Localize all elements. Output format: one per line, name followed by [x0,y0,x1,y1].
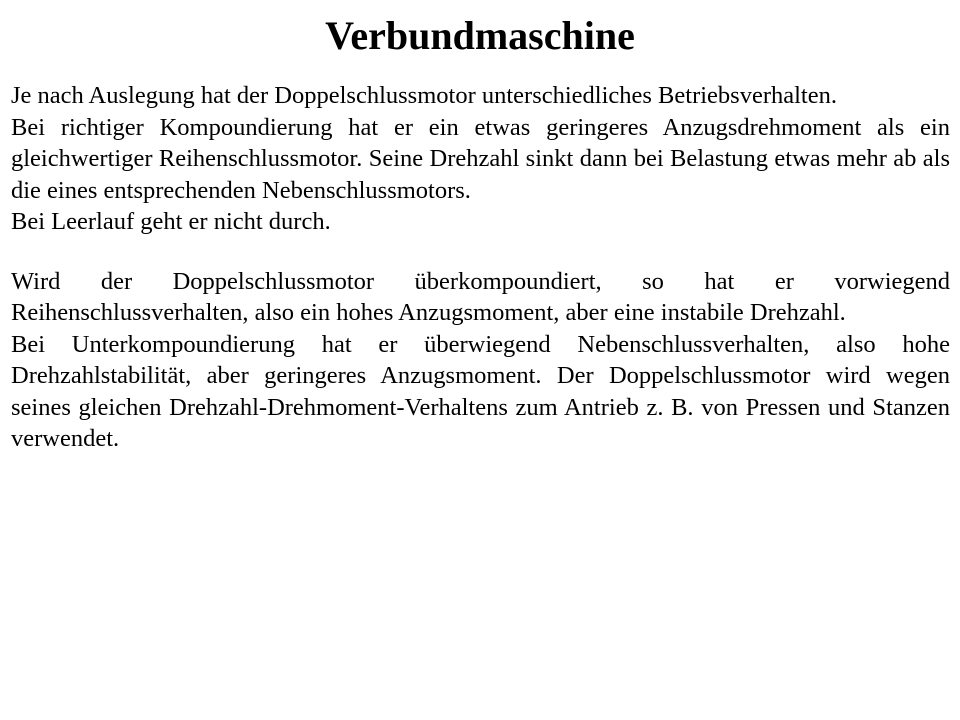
slide-title: Verbundmaschine [325,13,635,58]
paragraph-unterkompoundierung: Bei Unterkompoundierung hat er überwiegend Nebenschlussverhalten, also hohe Drehzahlstabilität, aber geringeres Anzugsmoment. Der Doppelschlussmotor wird wegen seines gleichen Drehzahl-Drehmoment-Verhaltens zum Antrieb z. B. von Pressen und Stanzen verwendet. [11,330,950,452]
slide-body [11,80,950,455]
paragraph-kompoundierung: Bei richtiger Kompoundierung hat er ein etwas geringeres Anzugsdrehmoment als ein gleichwertiger Reihenschlussmotor. Seine Drehzahl sinkt dann bei Belastung etwas mehr ab als die eines entsprechenden Nebenschlussmotors. [11,113,950,204]
paragraph-ueberkompoundiert: Wird der Doppelschlussmotor überkompoundiert, so hat er vorwiegend Reihenschlussverhalten, also ein hohes Anzugsmoment, aber eine instabile Drehzahl. [11,267,950,326]
paragraph-spacer [11,238,950,266]
paragraph-leerlauf: Bei Leerlauf geht er nicht durch. [11,208,331,235]
paragraph-betriebsverhalten: Je nach Auslegung hat der Doppelschlussmotor unterschiedliches Betriebsverhalten. [11,82,837,109]
